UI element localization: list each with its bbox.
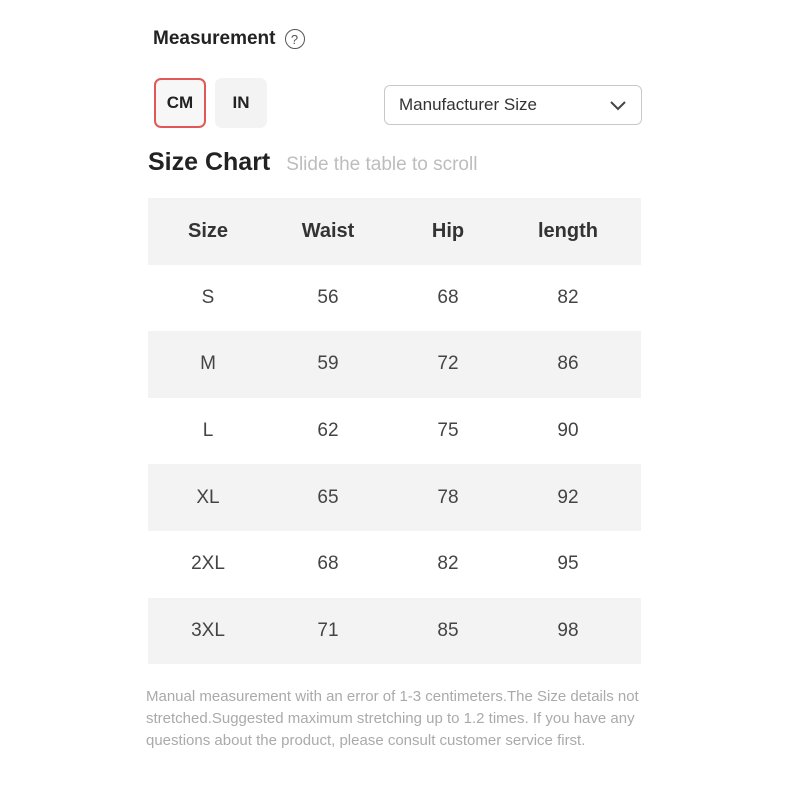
column-header: length (538, 219, 598, 242)
chevron-down-icon (609, 99, 627, 111)
table-cell: 3XL (191, 619, 225, 641)
table-cell: 65 (317, 486, 339, 508)
table-cell: 68 (317, 553, 339, 575)
table-row (148, 531, 641, 598)
table-row (148, 265, 641, 332)
table-row (148, 331, 641, 398)
table-header-row (148, 198, 641, 265)
table-cell: 82 (557, 286, 579, 308)
table-cell: 78 (437, 486, 459, 508)
column-header: Waist (301, 219, 355, 242)
unit-in-button[interactable]: IN (215, 78, 267, 128)
table-cell: 68 (437, 286, 459, 308)
table-row (148, 464, 641, 531)
table-cell: 56 (317, 286, 339, 308)
table-row (148, 598, 641, 665)
table-cell: 72 (437, 353, 459, 375)
measurement-header (153, 28, 305, 50)
table-cell: 59 (317, 353, 339, 375)
table-cell: L (202, 420, 214, 442)
table-cell: 75 (437, 420, 459, 442)
unit-cm-button[interactable]: CM (154, 78, 206, 128)
table-cell: 92 (557, 486, 579, 508)
table-cell: 90 (557, 420, 579, 442)
column-header: Hip (431, 219, 465, 242)
column-header: Size (187, 219, 229, 242)
question-circle-icon[interactable]: ? (285, 29, 305, 49)
measurement-note: Manual measurement with an error of 1-3 centimeters.The Size details not stretched.Suggested maximum stretching up to 1.2 times. If you have any questions about the product, please consult customer service first. (146, 688, 639, 749)
table-cell: 86 (557, 353, 579, 375)
size-chart-heading (148, 148, 477, 177)
table-cell: 98 (557, 619, 579, 641)
table-cell: S (201, 286, 215, 308)
table-row (148, 398, 641, 465)
table-cell: 95 (557, 553, 579, 575)
table-cell: 62 (317, 420, 339, 442)
size-table[interactable] (148, 198, 641, 664)
size-standard-value: Manufacturer Size (399, 95, 537, 114)
table-cell: 82 (437, 553, 459, 575)
scroll-hint: Slide the table to scroll (286, 154, 478, 175)
table-cell: XL (196, 486, 220, 508)
table-cell: 2XL (191, 553, 225, 575)
table-cell: M (200, 353, 216, 375)
table-cell: 71 (317, 619, 339, 641)
measurement-title: Measurement (153, 28, 276, 49)
table-cell: 85 (437, 619, 459, 641)
size-chart-title: Size Chart (148, 148, 271, 176)
size-standard-select[interactable] (384, 85, 642, 125)
